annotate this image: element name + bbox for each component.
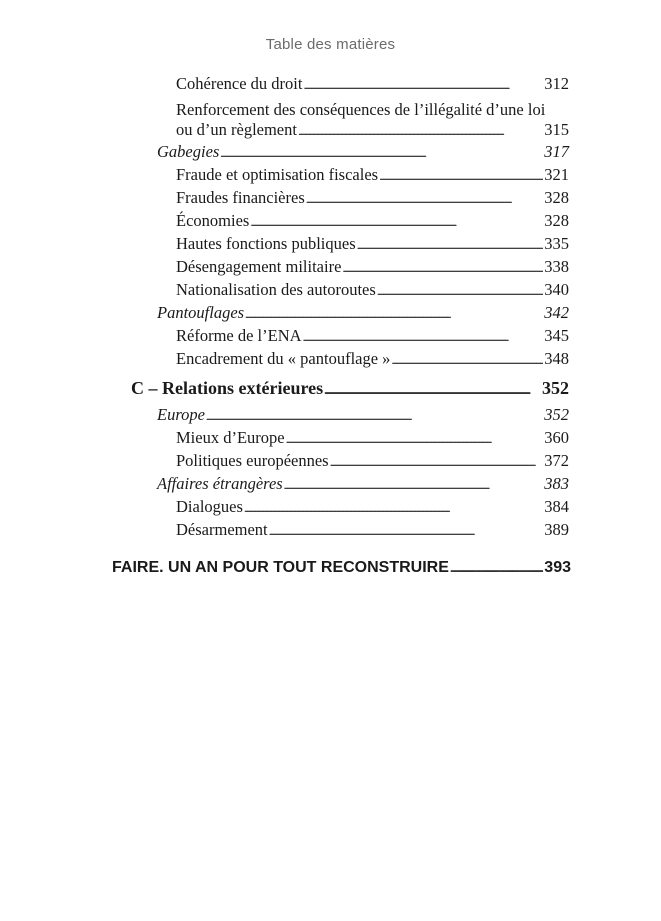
toc-entry-page: 328 <box>544 211 569 230</box>
toc-entry-page: 345 <box>544 326 569 345</box>
toc-entry-title: Politiques européennes <box>176 451 329 470</box>
toc-entry[interactable] <box>176 118 569 142</box>
toc-entry-title: Mieux d’Europe <box>176 428 285 447</box>
toc-entry[interactable] <box>176 426 569 450</box>
toc-entry-title: FAIRE. UN AN POUR TOUT RECONSTRUIRE <box>112 559 449 576</box>
toc-entry-title: Fraudes financières <box>176 188 305 207</box>
toc-section-entry[interactable] <box>157 403 569 427</box>
toc-entry-page: 360 <box>544 428 569 447</box>
dot-leader <box>206 403 543 428</box>
toc-entry[interactable] <box>176 324 569 348</box>
toc-entry-page: 340 <box>544 280 569 299</box>
toc-entry[interactable] <box>176 163 569 187</box>
toc-entry-page: 328 <box>544 188 569 207</box>
dot-leader <box>306 186 544 211</box>
toc-entry-title: Nationalisation des autoroutes <box>176 280 376 299</box>
toc-entry[interactable] <box>176 495 569 519</box>
dot-leader <box>250 209 543 234</box>
toc-entry-page: 312 <box>544 74 569 93</box>
toc-entry-page: 372 <box>544 451 569 470</box>
toc-entry[interactable] <box>176 278 569 302</box>
dot-leader <box>269 518 544 543</box>
dot-leader <box>284 472 544 497</box>
toc-entry-title: Économies <box>176 211 250 230</box>
toc-entry-title: Pantouflages <box>157 303 245 322</box>
toc-entry-page: 342 <box>544 303 569 322</box>
toc-entry-title: ou d’un règlement <box>176 120 297 139</box>
toc-entry-title: Fraude et optimisation fiscales <box>176 165 379 184</box>
toc-entry-title: Réforme de l’ENA <box>176 326 302 345</box>
toc-entry-page: 335 <box>544 234 569 253</box>
toc-entry-title: Europe <box>157 405 205 424</box>
dot-leader <box>450 554 543 582</box>
toc-entry[interactable] <box>176 209 569 233</box>
toc-entry-title: Encadrement du « pantouflage » <box>176 349 391 368</box>
toc-entry-page: 352 <box>544 405 569 424</box>
toc-entry-page: 384 <box>544 497 569 516</box>
toc-entry[interactable] <box>176 518 569 542</box>
toc-entry-page: 317 <box>544 142 569 161</box>
toc-entry-title: Désarmement <box>176 520 268 539</box>
toc-entry-page: 352 <box>542 378 569 398</box>
dot-leader <box>244 495 543 520</box>
toc-entry[interactable] <box>176 72 569 96</box>
toc-entry-page: 389 <box>544 520 569 539</box>
toc-entry-page: 348 <box>544 349 569 368</box>
dot-leader <box>391 347 543 372</box>
toc-section-entry[interactable] <box>157 140 569 164</box>
toc-entry-title: Cohérence du droit <box>176 74 303 93</box>
page-header: Table des matières <box>265 36 396 53</box>
toc-entry-page: 315 <box>544 120 569 139</box>
dot-leader <box>330 449 544 474</box>
toc-section-entry[interactable] <box>157 301 569 325</box>
dot-leader <box>220 140 543 165</box>
toc-entry-title-line[interactable]: Renforcement des conséquences de l’illégalité d’une loi <box>176 100 546 119</box>
dot-leader <box>303 72 543 97</box>
toc-entry-page: 338 <box>544 257 569 276</box>
toc-entry-page: 393 <box>544 559 571 576</box>
toc-entry-title: Gabegies <box>157 142 220 161</box>
dot-leader <box>245 301 543 326</box>
toc-entry[interactable] <box>176 449 569 473</box>
toc-entry[interactable] <box>176 232 569 256</box>
toc-entry[interactable] <box>176 186 569 210</box>
toc-section-entry[interactable] <box>157 472 569 496</box>
dot-leader <box>324 374 541 404</box>
toc-chapter-entry[interactable] <box>131 374 569 402</box>
toc-entry-title: Affaires étrangères <box>157 474 283 493</box>
toc-entry[interactable] <box>176 255 569 279</box>
toc-entry-title: C – Relations extérieures <box>131 378 324 398</box>
dot-leader <box>379 163 543 188</box>
toc-entry-title: Dialogues <box>176 497 243 516</box>
dot-leader <box>342 255 543 280</box>
toc-entry-page: 383 <box>544 474 569 493</box>
toc-entry-page: 321 <box>544 165 569 184</box>
toc-part-entry[interactable] <box>112 554 571 582</box>
toc-entry-title: Hautes fonctions publiques <box>176 234 356 253</box>
toc-entry[interactable] <box>176 347 569 371</box>
toc-entry-title: Désengagement militaire <box>176 257 342 276</box>
dot-leader <box>286 426 544 451</box>
dot-leader <box>377 278 543 303</box>
dot-leader <box>303 324 544 349</box>
dot-leader <box>357 232 544 257</box>
